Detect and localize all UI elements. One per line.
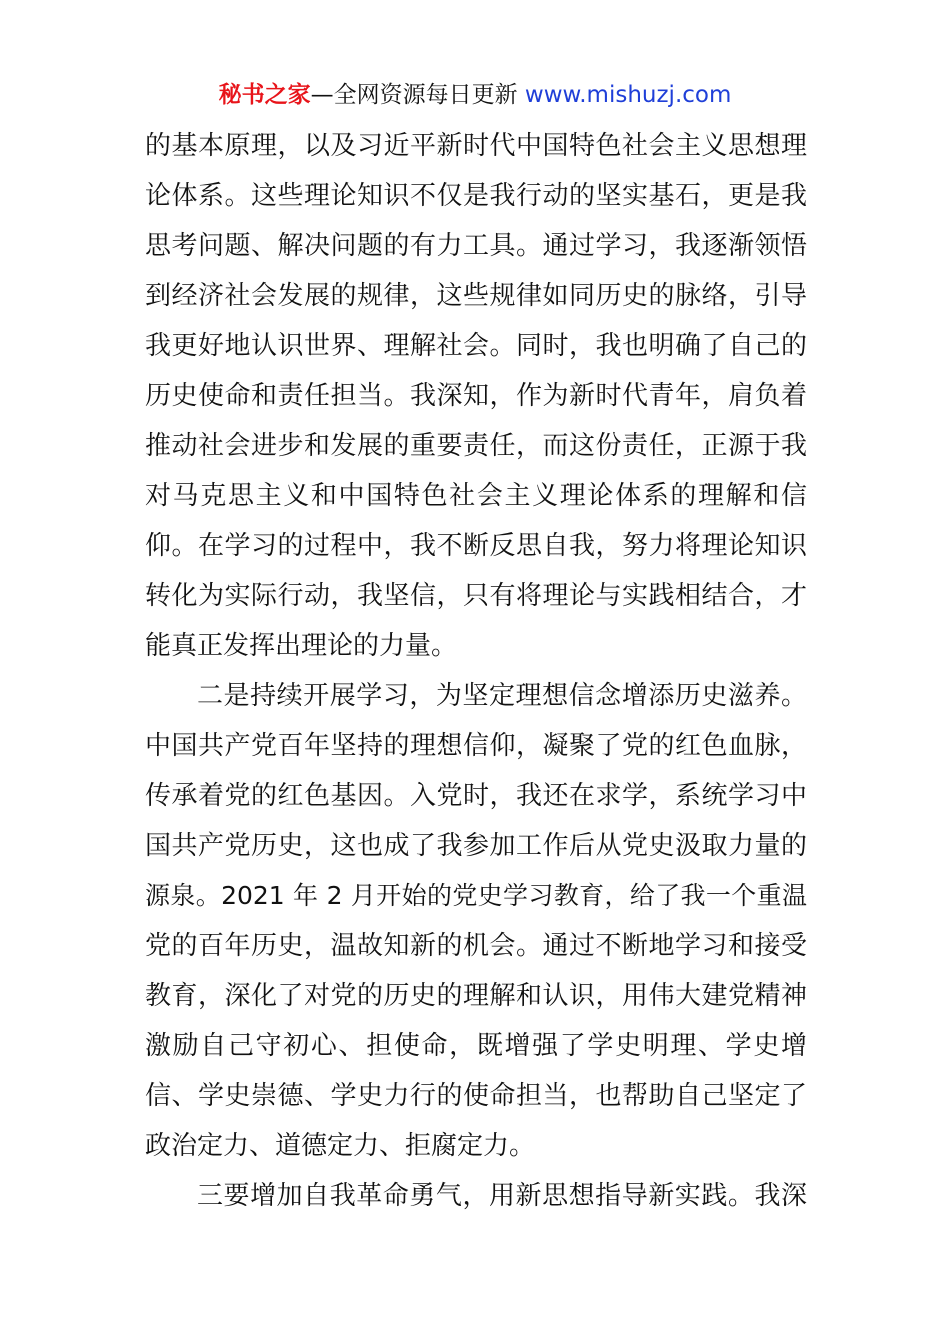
document-body <box>145 121 807 1221</box>
text-line: 国共产党历史，这也成了我参加工作后从党史汲取力量的 <box>145 831 807 861</box>
text-line: 教育，深化了对党的历史的理解和认识，用伟大建党精神 <box>145 981 807 1011</box>
text-line: 推动社会进步和发展的重要责任，而这份责任，正源于我 <box>145 431 807 461</box>
text-line: 转化为实际行动，我坚信，只有将理论与实践相结合，才 <box>145 581 807 611</box>
text-line: 信、学史崇德、学史力行的使命担当，也帮助自己坚定了 <box>145 1081 807 1111</box>
text-line: 中国共产党百年坚持的理想信仰，凝聚了党的红色血脉， <box>145 731 807 761</box>
text-line: 激励自己守初心、担使命，既增强了学史明理、学史增 <box>145 1031 807 1061</box>
text-line: 传承着党的红色基因。入党时，我还在求学，系统学习中 <box>145 781 807 811</box>
text-line: 思考问题、解决问题的有力工具。通过学习，我逐渐领悟 <box>145 231 807 261</box>
text-line: 源泉。2021 年 2 月开始的党史学习教育，给了我一个重温 <box>145 881 807 910</box>
text-line: 二是持续开展学习，为坚定理想信念增添历史滋养。 <box>197 681 807 711</box>
text-line: 对马克思主义和中国特色社会主义理论体系的理解和信 <box>145 481 807 511</box>
text-line: 仰。在学习的过程中，我不断反思自我，努力将理论知识 <box>145 531 807 561</box>
text-line: 历史使命和责任担当。我深知，作为新时代青年，肩负着 <box>145 381 807 411</box>
site-brand: 秘书之家 <box>218 82 311 108</box>
paragraph <box>145 1171 807 1221</box>
text-line: 政治定力、道德定力、拒腐定力。 <box>145 1131 536 1161</box>
text-line: 我更好地认识世界、理解社会。同时，我也明确了自己的 <box>145 331 807 361</box>
text-line: 论体系。这些理论知识不仅是我行动的坚实基石，更是我 <box>145 181 807 211</box>
text-line: 三要增加自我革命勇气，用新思想指导新实践。我深 <box>197 1181 807 1211</box>
text-line: 到经济社会发展的规律，这些规律如同历史的脉络，引导 <box>145 281 807 311</box>
text-line: 的基本原理，以及习近平新时代中国特色社会主义思想理 <box>145 131 807 161</box>
site-url-link[interactable]: www.mishuzj.com <box>524 82 732 108</box>
site-header <box>0 80 950 110</box>
paragraph <box>145 671 807 1171</box>
text-line: 党的百年历史，温故知新的机会。通过不断地学习和接受 <box>145 931 807 961</box>
site-tagline: —全网资源每日更新 <box>310 82 525 108</box>
paragraph <box>145 121 807 671</box>
text-line: 能真正发挥出理论的力量。 <box>145 631 458 661</box>
